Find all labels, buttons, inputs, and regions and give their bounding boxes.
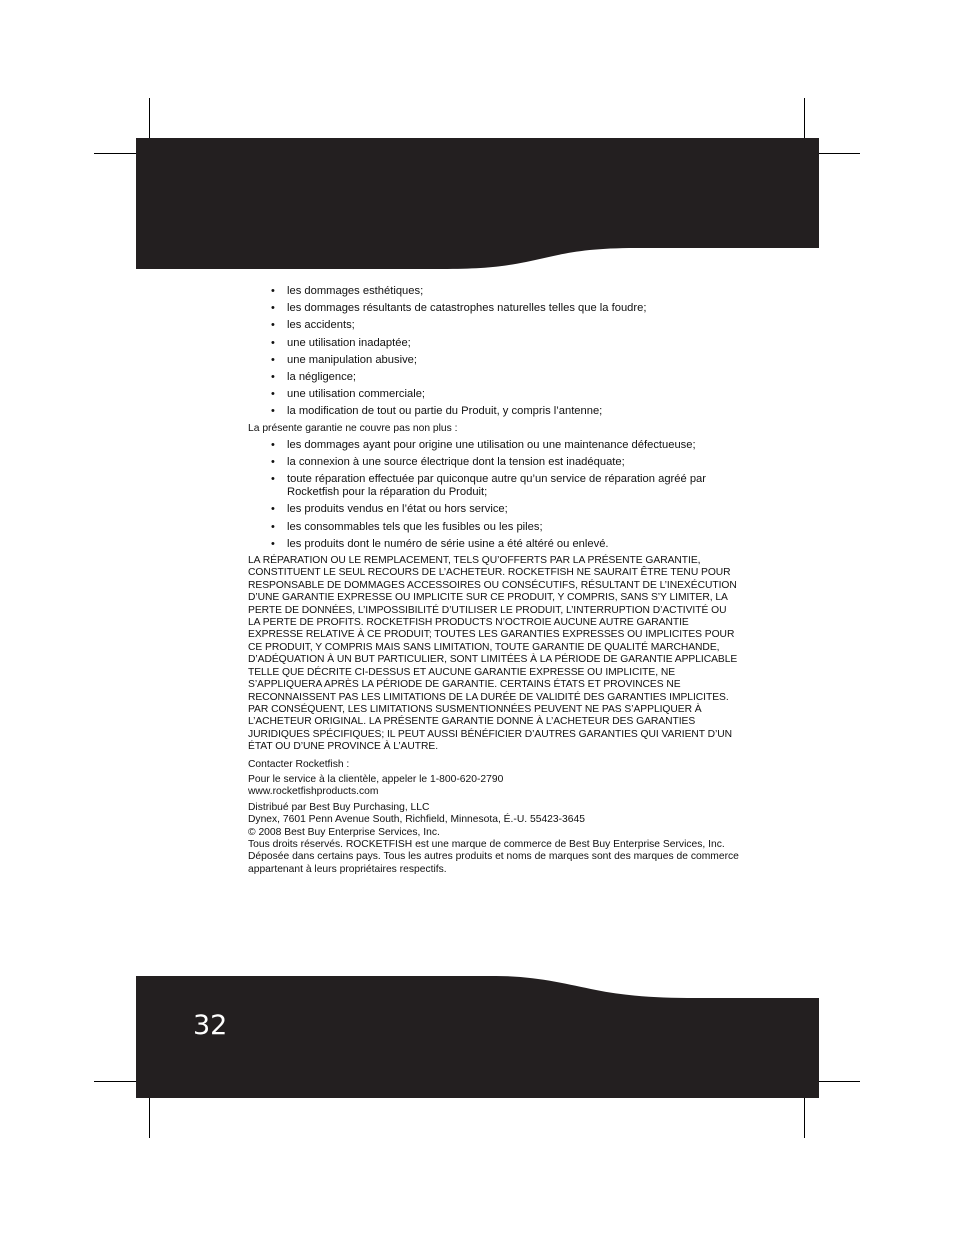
trademark-notice: Tous droits réservés. ROCKETFISH est une marque de commerce de Best Buy Enterprise Services, Inc. Déposée dans certains pays. Tous les autres produits et noms de marques sont des marques de commerce appartenant à leurs propriétaires respectifs.	[248, 838, 739, 875]
copyright-line: © 2008 Best Buy Enterprise Services, Inc.	[248, 826, 440, 838]
footer-band	[136, 976, 819, 1098]
crop-mark-bottom-left-vertical	[149, 1097, 150, 1138]
header-band	[136, 138, 819, 269]
contact-heading: Contacter Rocketfish :	[248, 758, 350, 770]
list-item: • la modification de tout ou partie du Produit, y compris l’antenne;	[248, 405, 740, 418]
list-item: • les produits dont le numéro de série usine a été altéré ou enlevé.	[248, 538, 740, 551]
warranty-content	[248, 285, 740, 876]
list-item: • la connexion à une source électrique dont la tension est inadéquate;	[248, 456, 740, 469]
list-item: • une utilisation commerciale;	[248, 388, 740, 401]
list-item: • les dommages résultants de catastrophes naturelles telles que la foudre;	[248, 302, 740, 315]
customer-service-phone: Pour le service à la clientèle, appeler le 1-800-620-2790	[248, 773, 504, 785]
website-link[interactable]: www.rocketfishproducts.com	[248, 786, 379, 798]
crop-mark-bottom-right-vertical	[804, 1097, 805, 1138]
crop-mark-top-left-vertical	[149, 98, 150, 138]
list-item: • toute réparation effectuée par quiconque autre qu’un service de réparation agréé par Rocketfish pour la réparation du Produit;	[248, 473, 740, 499]
crop-mark-bottom-right-horizontal	[818, 1081, 860, 1082]
crop-mark-top-left-horizontal	[94, 153, 136, 154]
distribution-info	[248, 802, 740, 876]
list-item: • une manipulation abusive;	[248, 354, 740, 367]
address-line: Dynex, 7601 Penn Avenue South, Richfield, Minnesota, É.-U. 55423-3645	[248, 814, 585, 826]
list-item: • les dommages esthétiques;	[248, 285, 740, 298]
list-item: • les accidents;	[248, 319, 740, 332]
list-item: • une utilisation inadaptée;	[248, 337, 740, 350]
crop-mark-top-right-vertical	[804, 98, 805, 138]
list-item: • les dommages ayant pour origine une utilisation ou une maintenance défectueuse;	[248, 439, 740, 452]
crop-mark-bottom-left-horizontal	[94, 1081, 136, 1082]
list-item: • les consommables tels que les fusibles ou les piles;	[248, 521, 740, 534]
additional-exclusions-list	[248, 439, 740, 551]
legal-disclaimer: LA RÉPARATION OU LE REMPLACEMENT, TELS QU’OFFERTS PAR LA PRÉSENTE GARANTIE, CONSTITUENT LE SEUL RECOURS DE L’ACHETEUR. ROCKETFISH NE SAURAIT ÊTRE TENU POUR RESPONSABLE DE DOMMAGES ACCESSOIRES OU CONSÉCUTIFS, RÉSULTANT DE L’INEXÉCUTION D’UNE GARANTIE EXPRESSE OU IMPLICITE SUR CE PRODUIT, Y COMPRIS, SANS S’Y LIMITER, LA PERTE DE DONNÉES, L’IMPOSSIBILITÉ D’UTILISER LE PRODUIT, L’INTERRUPTION D’ACTIVITÉ OU LA PERTE DE PROFITS. ROCKETFISH PRODUCTS N’OCTROIE AUCUNE AUTRE GARANTIE EXPRESSE RELATIVE À CE PRODUIT; TOUTES LES GARANTIES EXPRESSES OU IMPLICITES POUR CE PRODUIT, Y COMPRIS MAIS SANS LIMITATION, TOUTE GARANTIE DE QUALITÉ MARCHANDE, D’ADÉQUATION À UN BUT PARTICULIER, SONT LIMITÉES À LA PÉRIODE DE GARANTIE APPLICABLE TELLE QUE DÉCRITE CI-DESSUS ET AUCUNE GARANTIE EXPRESSE OU IMPLICITE, NE S’APPLIQUERA APRÈS LA PÉRIODE DE GARANTIE. CERTAINS ÉTATS ET PROVINCES NE RECONNAISSENT PAS LES LIMITATIONS DE LA DURÉE DE VALIDITÉ DES GARANTIES IMPLICITES. PAR CONSÉQUENT, LES LIMITATIONS SUSMENTIONNÉES PEUVENT NE PAS S’APPLIQUER À L’ACHETEUR ORIGINAL. LA PRÉSENTE GARANTIE DONNE À L’ACHETEUR DES GARANTIES JURIDIQUES SPÉCIFIQUES; IL PEUT AUSSI BÉNÉFICIER D’AUTRES GARANTIES QUI VARIENT D’UN ÉTAT OU D’UNE PROVINCE À L’AUTRE.	[248, 555, 738, 753]
list-item: • la négligence;	[248, 371, 740, 384]
list-item: • les produits vendus en l’état ou hors service;	[248, 503, 740, 516]
crop-mark-top-right-horizontal	[818, 153, 860, 154]
additional-exclusions-intro: La présente garantie ne couvre pas non plus :	[248, 422, 458, 434]
distributor-line: Distribué par Best Buy Purchasing, LLC	[248, 801, 430, 813]
page-number: 32	[193, 1010, 228, 1041]
exclusions-list	[248, 285, 740, 418]
